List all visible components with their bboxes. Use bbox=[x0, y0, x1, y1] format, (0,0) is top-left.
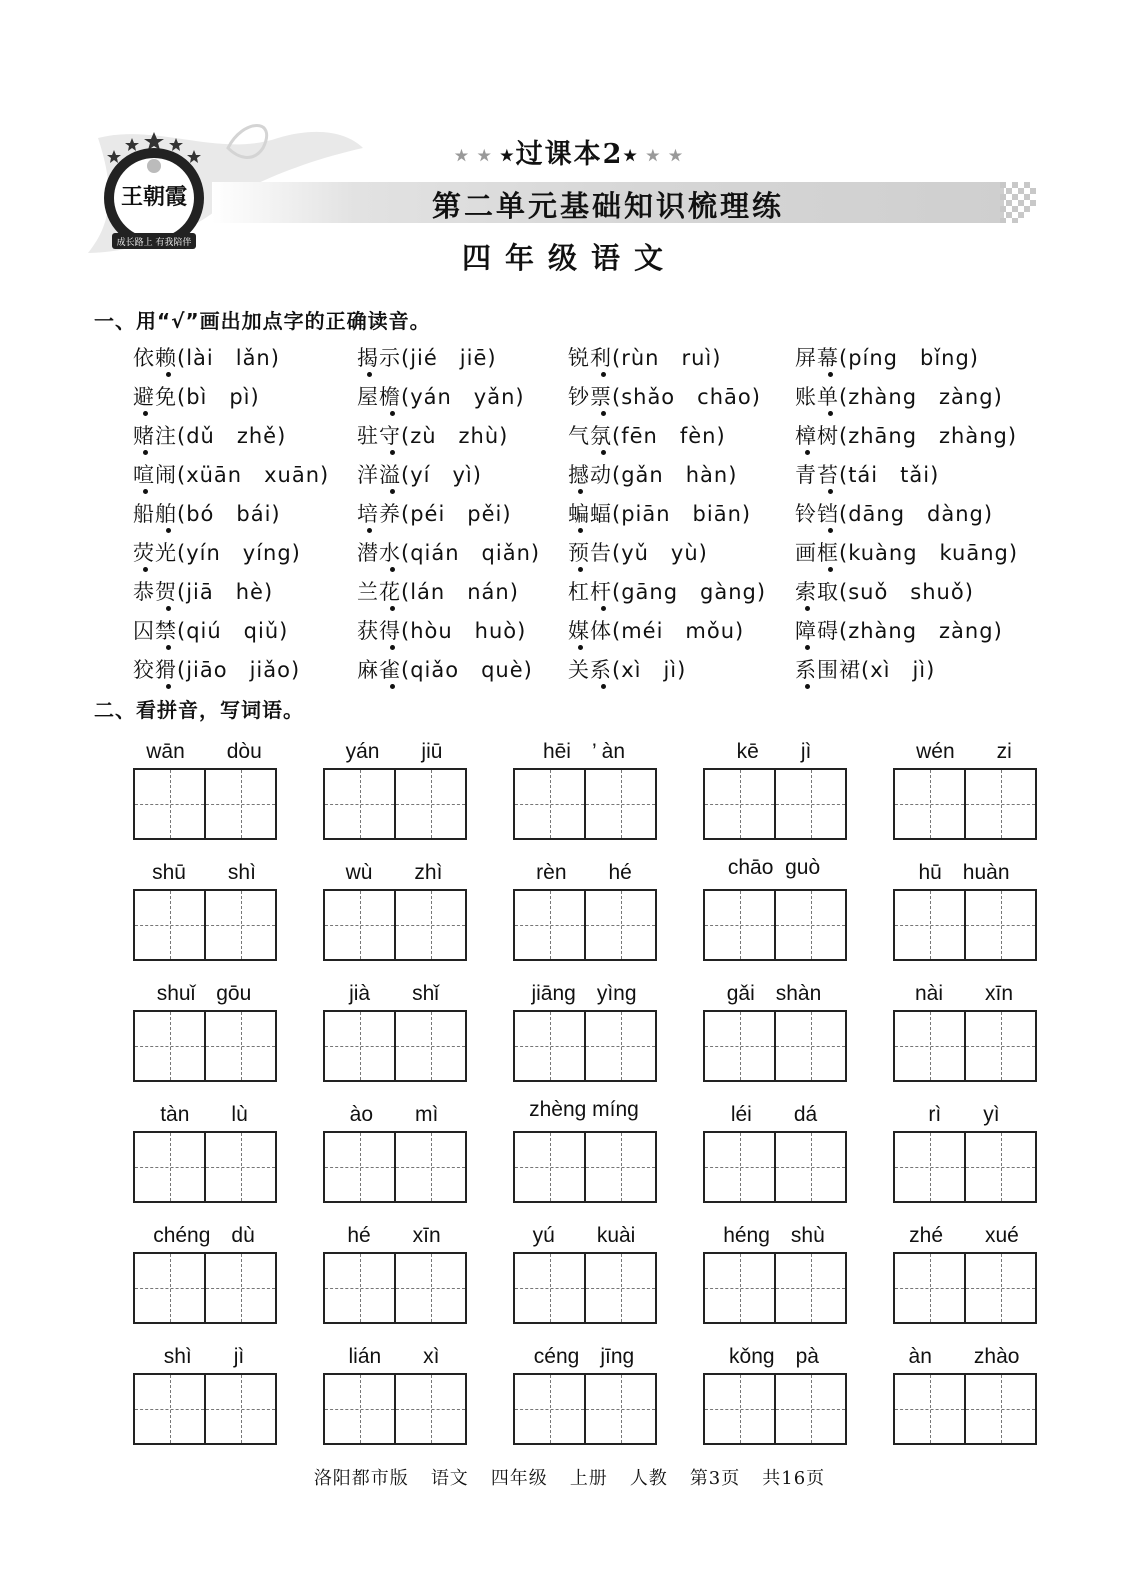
emphasis-dot bbox=[578, 528, 583, 533]
word-cell bbox=[133, 1103, 275, 1201]
word-cell bbox=[513, 1098, 655, 1201]
pinyin-label: wān dòu bbox=[146, 740, 262, 763]
tianzige-square[interactable] bbox=[394, 1375, 465, 1443]
word-cell bbox=[513, 861, 655, 959]
tianzige-square[interactable] bbox=[325, 1133, 394, 1201]
tianzige-square[interactable] bbox=[204, 1133, 275, 1201]
tag-label: 过课本2 bbox=[515, 139, 624, 170]
emphasis-dot bbox=[166, 528, 171, 533]
emphasis-dot bbox=[601, 450, 606, 455]
emphasis-dot bbox=[166, 645, 171, 650]
reading-item: 障碍(zhàng zàng) bbox=[795, 619, 1003, 643]
page-footer bbox=[0, 1464, 1139, 1490]
pinyin-label: céng jīng bbox=[533, 1345, 635, 1368]
emphasis-dot bbox=[601, 606, 606, 611]
section2-heading: 二、看拼音，写词语。 bbox=[94, 698, 304, 722]
writing-boxes[interactable] bbox=[133, 768, 277, 840]
emphasis-dot bbox=[367, 528, 372, 533]
writing-boxes[interactable] bbox=[323, 889, 467, 961]
word-cell bbox=[703, 1224, 845, 1322]
tianzige-square[interactable] bbox=[774, 770, 845, 838]
writing-boxes[interactable] bbox=[513, 1010, 657, 1082]
word-cell bbox=[893, 1103, 1035, 1201]
writing-boxes[interactable] bbox=[133, 1373, 277, 1445]
emphasis-dot bbox=[578, 489, 583, 494]
footer-page: 第3页 bbox=[689, 1468, 741, 1489]
word-cell bbox=[893, 1224, 1035, 1322]
tianzige-square[interactable] bbox=[895, 1133, 964, 1201]
reading-item: 账单(zhàng zàng) bbox=[795, 385, 1003, 409]
reading-item: 屏幕(píng bǐng) bbox=[795, 346, 979, 370]
tianzige-square[interactable] bbox=[515, 1133, 584, 1201]
pinyin-label: yán jiū bbox=[345, 740, 443, 763]
tianzige-square[interactable] bbox=[705, 1375, 774, 1443]
footer-total: 共16页 bbox=[762, 1468, 826, 1489]
word-cell bbox=[703, 1103, 845, 1201]
reading-item: 媒体(méi mǒu) bbox=[568, 619, 745, 643]
tianzige-square[interactable] bbox=[135, 1133, 204, 1201]
emphasis-dot bbox=[166, 372, 171, 377]
tianzige-square[interactable] bbox=[394, 891, 465, 959]
reading-item: 锐利(rùn ruì) bbox=[568, 346, 722, 370]
writing-boxes[interactable] bbox=[513, 889, 657, 961]
emphasis-dot bbox=[143, 450, 148, 455]
writing-boxes[interactable] bbox=[513, 1373, 657, 1445]
emphasis-dot bbox=[390, 606, 395, 611]
tianzige-square[interactable] bbox=[895, 891, 964, 959]
tianzige-square[interactable] bbox=[964, 1254, 1035, 1322]
logo-text: 王朝霞 bbox=[120, 184, 188, 210]
reading-item: 预告(yǔ yù) bbox=[568, 541, 708, 565]
tianzige-square[interactable] bbox=[515, 770, 584, 838]
word-cell bbox=[893, 740, 1035, 838]
tianzige-square[interactable] bbox=[394, 1133, 465, 1201]
pinyin-label: hū huàn bbox=[918, 861, 1010, 884]
reading-item: 杠杆(gāng gàng) bbox=[568, 580, 767, 604]
word-cell bbox=[323, 1103, 465, 1201]
pinyin-label: wù zhì bbox=[345, 861, 443, 884]
footer-edition: 洛阳都市版 bbox=[313, 1468, 409, 1489]
tianzige-square[interactable] bbox=[774, 1375, 845, 1443]
pinyin-label: shì jì bbox=[163, 1345, 245, 1368]
tianzige-square[interactable] bbox=[584, 770, 655, 838]
reading-item: 气氛(fēn fèn) bbox=[568, 424, 726, 448]
reading-item: 麻雀(qiǎo què) bbox=[357, 658, 533, 682]
tianzige-square[interactable] bbox=[204, 1012, 275, 1080]
pinyin-label: rì yì bbox=[928, 1103, 1000, 1126]
writing-boxes[interactable] bbox=[893, 1373, 1037, 1445]
emphasis-dot bbox=[390, 684, 395, 689]
pinyin-label: ào mì bbox=[349, 1103, 439, 1126]
word-cell bbox=[893, 1345, 1035, 1443]
pinyin-label: nài xīn bbox=[914, 982, 1014, 1005]
pinyin-label: chāo guò bbox=[727, 856, 821, 879]
writing-boxes[interactable] bbox=[703, 1131, 847, 1203]
pinyin-label: zhèng míng bbox=[529, 1098, 639, 1121]
reading-item: 铃铛(dāng dàng) bbox=[795, 502, 994, 526]
reading-item: 培养(péi pěi) bbox=[357, 502, 512, 526]
tianzige-square[interactable] bbox=[515, 1012, 584, 1080]
writing-boxes[interactable] bbox=[703, 1010, 847, 1082]
word-cell bbox=[133, 1345, 275, 1443]
tianzige-square[interactable] bbox=[705, 770, 774, 838]
word-cell bbox=[703, 740, 845, 838]
tianzige-square[interactable] bbox=[325, 1375, 394, 1443]
writing-boxes[interactable] bbox=[893, 1252, 1037, 1324]
tianzige-square[interactable] bbox=[584, 1254, 655, 1322]
reading-item: 钞票(shǎo chāo) bbox=[568, 385, 761, 409]
writing-boxes[interactable] bbox=[703, 1373, 847, 1445]
reading-item: 青苔(tái tǎi) bbox=[795, 463, 940, 487]
pinyin-label: àn zhào bbox=[908, 1345, 1020, 1368]
writing-boxes[interactable] bbox=[133, 889, 277, 961]
word-cell bbox=[323, 740, 465, 838]
pinyin-label: lián xì bbox=[348, 1345, 440, 1368]
writing-boxes[interactable] bbox=[513, 1252, 657, 1324]
tianzige-square[interactable] bbox=[774, 1012, 845, 1080]
pinyin-label: hēi ’ àn bbox=[542, 740, 626, 763]
word-cell bbox=[323, 1345, 465, 1443]
footer-grade: 四年级 bbox=[490, 1468, 548, 1489]
pinyin-label: héng shù bbox=[723, 1224, 825, 1247]
reading-item: 避免(bì pì) bbox=[133, 385, 260, 409]
tianzige-square[interactable] bbox=[705, 1254, 774, 1322]
checker-decoration bbox=[1000, 182, 1036, 223]
pinyin-label: zhé xué bbox=[909, 1224, 1019, 1247]
tianzige-square[interactable] bbox=[135, 770, 204, 838]
word-cell bbox=[703, 982, 845, 1080]
tianzige-square[interactable] bbox=[964, 1375, 1035, 1443]
reading-item: 蝙蝠(piān biān) bbox=[568, 502, 752, 526]
footer-subject: 语文 bbox=[430, 1468, 469, 1489]
tianzige-square[interactable] bbox=[774, 891, 845, 959]
pinyin-label: jià shǐ bbox=[349, 982, 439, 1005]
emphasis-dot bbox=[805, 645, 810, 650]
word-cell bbox=[893, 861, 1035, 959]
word-cell bbox=[133, 740, 275, 838]
writing-boxes[interactable] bbox=[513, 1131, 657, 1203]
reading-item: 潜水(qián qiǎn) bbox=[357, 541, 541, 565]
pinyin-label: chéng dù bbox=[153, 1224, 255, 1247]
reading-item: 喧闹(xüān xuān) bbox=[133, 463, 330, 487]
word-cell bbox=[513, 1224, 655, 1322]
emphasis-dot bbox=[805, 606, 810, 611]
writing-boxes[interactable] bbox=[703, 889, 847, 961]
page-title: 第二单元基础知识梳理练 bbox=[431, 189, 784, 223]
word-cell bbox=[133, 861, 275, 959]
tianzige-square[interactable] bbox=[135, 1375, 204, 1443]
emphasis-dot bbox=[166, 684, 171, 689]
writing-boxes[interactable] bbox=[893, 889, 1037, 961]
tianzige-square[interactable] bbox=[515, 1375, 584, 1443]
tianzige-square[interactable] bbox=[774, 1254, 845, 1322]
tianzige-square[interactable] bbox=[204, 1254, 275, 1322]
word-cell bbox=[133, 982, 275, 1080]
emphasis-dot bbox=[601, 372, 606, 377]
reading-item: 索取(suǒ shuǒ) bbox=[795, 580, 974, 604]
tianzige-square[interactable] bbox=[964, 1133, 1035, 1201]
reading-item: 狡猾(jiāo jiǎo) bbox=[133, 658, 301, 682]
writing-boxes[interactable] bbox=[703, 768, 847, 840]
tianzige-square[interactable] bbox=[895, 1375, 964, 1443]
reading-item: 兰花(lán nán) bbox=[357, 580, 519, 604]
tianzige-square[interactable] bbox=[325, 770, 394, 838]
reading-item: 洋溢(yí yì) bbox=[357, 463, 482, 487]
pinyin-label: shuǐ gōu bbox=[156, 982, 252, 1005]
footer-publisher: 人教 bbox=[629, 1468, 668, 1489]
tianzige-square[interactable] bbox=[394, 1254, 465, 1322]
word-cell bbox=[893, 982, 1035, 1080]
tianzige-square[interactable] bbox=[584, 891, 655, 959]
reading-item: 系围裙(xì jì) bbox=[795, 658, 936, 682]
emphasis-dot bbox=[143, 567, 148, 572]
pinyin-label: wén zi bbox=[916, 740, 1012, 763]
tianzige-square[interactable] bbox=[705, 1012, 774, 1080]
pinyin-label: jiāng yìng bbox=[531, 982, 637, 1005]
logo-caption: 成长路上 有我陪伴 bbox=[116, 238, 192, 248]
tianzige-square[interactable] bbox=[584, 1133, 655, 1201]
emphasis-dot bbox=[805, 684, 810, 689]
pinyin-label: gǎi shàn bbox=[726, 982, 822, 1005]
writing-boxes[interactable] bbox=[133, 1252, 277, 1324]
emphasis-dot bbox=[578, 645, 583, 650]
tianzige-square[interactable] bbox=[584, 1375, 655, 1443]
emphasis-dot bbox=[601, 411, 606, 416]
tianzige-square[interactable] bbox=[135, 1012, 204, 1080]
tianzige-square[interactable] bbox=[964, 770, 1035, 838]
writing-boxes[interactable] bbox=[893, 1131, 1037, 1203]
emphasis-dot bbox=[143, 489, 148, 494]
word-cell bbox=[513, 1345, 655, 1443]
tianzige-square[interactable] bbox=[895, 770, 964, 838]
tianzige-square[interactable] bbox=[135, 891, 204, 959]
emphasis-dot bbox=[828, 372, 833, 377]
emphasis-dot bbox=[390, 567, 395, 572]
word-cell bbox=[323, 1224, 465, 1322]
tianzige-square[interactable] bbox=[325, 891, 394, 959]
tianzige-square[interactable] bbox=[394, 1012, 465, 1080]
emphasis-dot bbox=[805, 450, 810, 455]
word-cell bbox=[513, 740, 655, 838]
tianzige-square[interactable] bbox=[964, 891, 1035, 959]
reading-item: 撼动(gǎn hàn) bbox=[568, 463, 738, 487]
emphasis-dot bbox=[828, 411, 833, 416]
pinyin-label: hé xīn bbox=[347, 1224, 441, 1247]
word-cell bbox=[703, 1345, 845, 1443]
writing-boxes[interactable] bbox=[323, 768, 467, 840]
pinyin-label: léi dá bbox=[730, 1103, 818, 1126]
pinyin-label: tàn lù bbox=[160, 1103, 248, 1126]
reading-item: 荧光(yín yíng) bbox=[133, 541, 301, 565]
emphasis-dot bbox=[390, 450, 395, 455]
reading-item: 驻守(zù zhù) bbox=[357, 424, 509, 448]
writing-boxes[interactable] bbox=[323, 1252, 467, 1324]
tianzige-square[interactable] bbox=[964, 1012, 1035, 1080]
tianzige-square[interactable] bbox=[204, 1375, 275, 1443]
tianzige-square[interactable] bbox=[895, 1012, 964, 1080]
tianzige-square[interactable] bbox=[204, 770, 275, 838]
tianzige-square[interactable] bbox=[705, 1133, 774, 1201]
reading-item: 屋檐(yán yǎn) bbox=[357, 385, 525, 409]
reading-item: 关系(xì jì) bbox=[568, 658, 687, 682]
writing-boxes[interactable] bbox=[133, 1131, 277, 1203]
emphasis-dot bbox=[390, 489, 395, 494]
emphasis-dot bbox=[828, 567, 833, 572]
tianzige-square[interactable] bbox=[515, 891, 584, 959]
emphasis-dot bbox=[143, 411, 148, 416]
tianzige-square[interactable] bbox=[394, 770, 465, 838]
emphasis-dot bbox=[578, 567, 583, 572]
tianzige-square[interactable] bbox=[325, 1254, 394, 1322]
reading-item: 樟树(zhāng zhàng) bbox=[795, 424, 1018, 448]
writing-boxes[interactable] bbox=[323, 1010, 467, 1082]
pinyin-label: yú kuài bbox=[532, 1224, 636, 1247]
tianzige-square[interactable] bbox=[774, 1133, 845, 1201]
writing-boxes[interactable] bbox=[513, 768, 657, 840]
word-cell bbox=[703, 856, 845, 959]
tianzige-square[interactable] bbox=[204, 891, 275, 959]
reading-item: 获得(hòu huò) bbox=[357, 619, 527, 643]
page-subtitle: 四年级语文 bbox=[461, 241, 677, 275]
reading-item: 揭示(jié jiē) bbox=[357, 346, 497, 370]
writing-boxes[interactable] bbox=[893, 1010, 1037, 1082]
word-cell bbox=[513, 982, 655, 1080]
pinyin-label: kǒng pà bbox=[729, 1345, 819, 1368]
emphasis-dot bbox=[390, 411, 395, 416]
writing-boxes[interactable] bbox=[133, 1010, 277, 1082]
tianzige-square[interactable] bbox=[515, 1254, 584, 1322]
emphasis-dot bbox=[828, 489, 833, 494]
emphasis-dot bbox=[828, 528, 833, 533]
top-tag: ★ ★ ★过课本2★ ★ ★ bbox=[454, 139, 685, 170]
emphasis-dot bbox=[166, 606, 171, 611]
emphasis-dot bbox=[390, 645, 395, 650]
emphasis-dot bbox=[601, 684, 606, 689]
tianzige-square[interactable] bbox=[325, 1012, 394, 1080]
tianzige-square[interactable] bbox=[705, 891, 774, 959]
reading-item: 依赖(lài lǎn) bbox=[133, 346, 280, 370]
footer-volume: 上册 bbox=[569, 1468, 608, 1489]
tianzige-square[interactable] bbox=[584, 1012, 655, 1080]
tianzige-square[interactable] bbox=[895, 1254, 964, 1322]
reading-item: 恭贺(jiā hè) bbox=[133, 580, 274, 604]
reading-item: 囚禁(qiú qiǔ) bbox=[133, 619, 289, 643]
reading-item: 赌注(dǔ zhě) bbox=[133, 424, 287, 448]
section1-heading: 一、用“√”画出加点字的正确读音。 bbox=[94, 309, 431, 333]
pinyin-label: rèn hé bbox=[536, 861, 632, 884]
writing-boxes[interactable] bbox=[323, 1373, 467, 1445]
word-cell bbox=[133, 1224, 275, 1322]
writing-boxes[interactable] bbox=[323, 1131, 467, 1203]
reading-item: 船舶(bó bái) bbox=[133, 502, 281, 526]
word-cell bbox=[323, 982, 465, 1080]
reading-item: 画框(kuàng kuāng) bbox=[795, 541, 1019, 565]
emphasis-dot bbox=[367, 372, 372, 377]
writing-boxes[interactable] bbox=[893, 768, 1037, 840]
pinyin-label: kē jì bbox=[736, 740, 812, 763]
tianzige-square[interactable] bbox=[135, 1254, 204, 1322]
writing-boxes[interactable] bbox=[703, 1252, 847, 1324]
pinyin-label: shū shì bbox=[152, 861, 256, 884]
word-cell bbox=[323, 861, 465, 959]
